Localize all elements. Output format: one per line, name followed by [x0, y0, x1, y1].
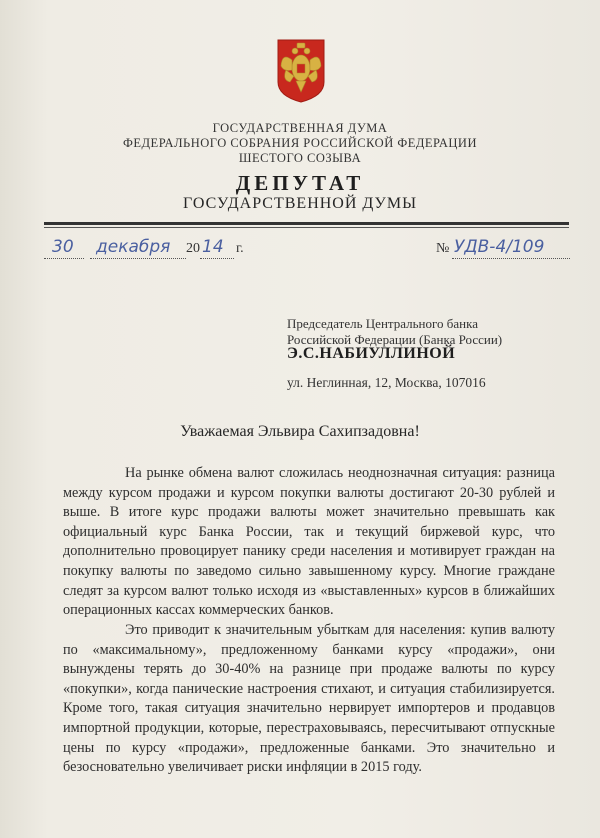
date-month-underline: [90, 257, 186, 259]
addressee-position-line-1: Председатель Центрального банка: [287, 316, 478, 331]
header-rule-thick: [44, 222, 569, 225]
header-line-2: ФЕДЕРАЛЬНОГО СОБРАНИЯ РОССИЙСКОЙ ФЕДЕРАЦИИ: [123, 136, 477, 150]
paragraph-2: Это приводит к значительным убыткам для населения: купив валюту по «максимальному», предложенному банками курсу «продажи», они вынуждены терять до 30-40% на разнице при продаже валюты по курсу «покупки», когда панические настроения стихают, и ситуация стабилизируется. Кроме того, такая ситуация значительно нервирует импортеров и продавцов импортной продукции, которые, перестраховываясь, пересчитывают отпускные цены по курсу «продажи», предложенные банками. Это значительно и безосновательно увеличивает риски инфляции в 2015 году.: [63, 622, 555, 776]
number-underline: [452, 257, 570, 259]
date-month: декабря: [96, 237, 171, 257]
date-year-prefix: 20: [186, 241, 200, 256]
addressee-name: Э.С.НАБИУЛЛИНОЙ: [287, 345, 456, 362]
header-line-1: ГОСУДАРСТВЕННАЯ ДУМА: [212, 121, 388, 135]
header-subtitle: ГОСУДАРСТВЕННОЙ ДУМЫ: [182, 195, 418, 212]
header-rule-thin: [44, 227, 569, 228]
paragraph-1: На рынке обмена валют сложилась неоднозначная ситуация: разница между курсом продажи и курсом покупки валюты достигают 20-30 рублей и выше. В итоге курс продажи валюты может значительно превышать как официальный курс Банка России, так и текущий биржевой курс, что дополнительно провоцирует панику среди населения и мотивирует граждан на покупку валюты по заведомо сильно завышенному курсу. Многие граждане следят за курсом валют только исходя из «выставленных» курсов в ближайших операционных кассах коммерческих банков.: [63, 465, 555, 619]
addressee-position-line-2: Российской Федерации (Банка России): [287, 332, 503, 347]
date-year-suffix: 14: [202, 237, 224, 257]
header-line-3: ШЕСТОГО СОЗЫВА: [238, 151, 362, 165]
date-day: 30: [52, 237, 74, 257]
addressee-street: ул. Неглинная, 12, Москва, 107016: [287, 375, 486, 390]
number-value: УДВ-4/109: [454, 237, 545, 257]
date-year-mark: г.: [236, 241, 244, 256]
paragraph-2-block: [63, 621, 555, 778]
date-day-underline: [44, 257, 84, 259]
coat-of-arms-icon: [276, 38, 326, 104]
date-year-underline: [200, 257, 234, 259]
header-title: ДЕПУТАТ: [235, 171, 365, 195]
number-label: №: [436, 241, 450, 256]
salutation: Уважаемая Эльвира Сахипзадовна!: [180, 423, 420, 440]
date-number-line: [44, 237, 569, 263]
paragraph-1-block: [63, 464, 555, 621]
